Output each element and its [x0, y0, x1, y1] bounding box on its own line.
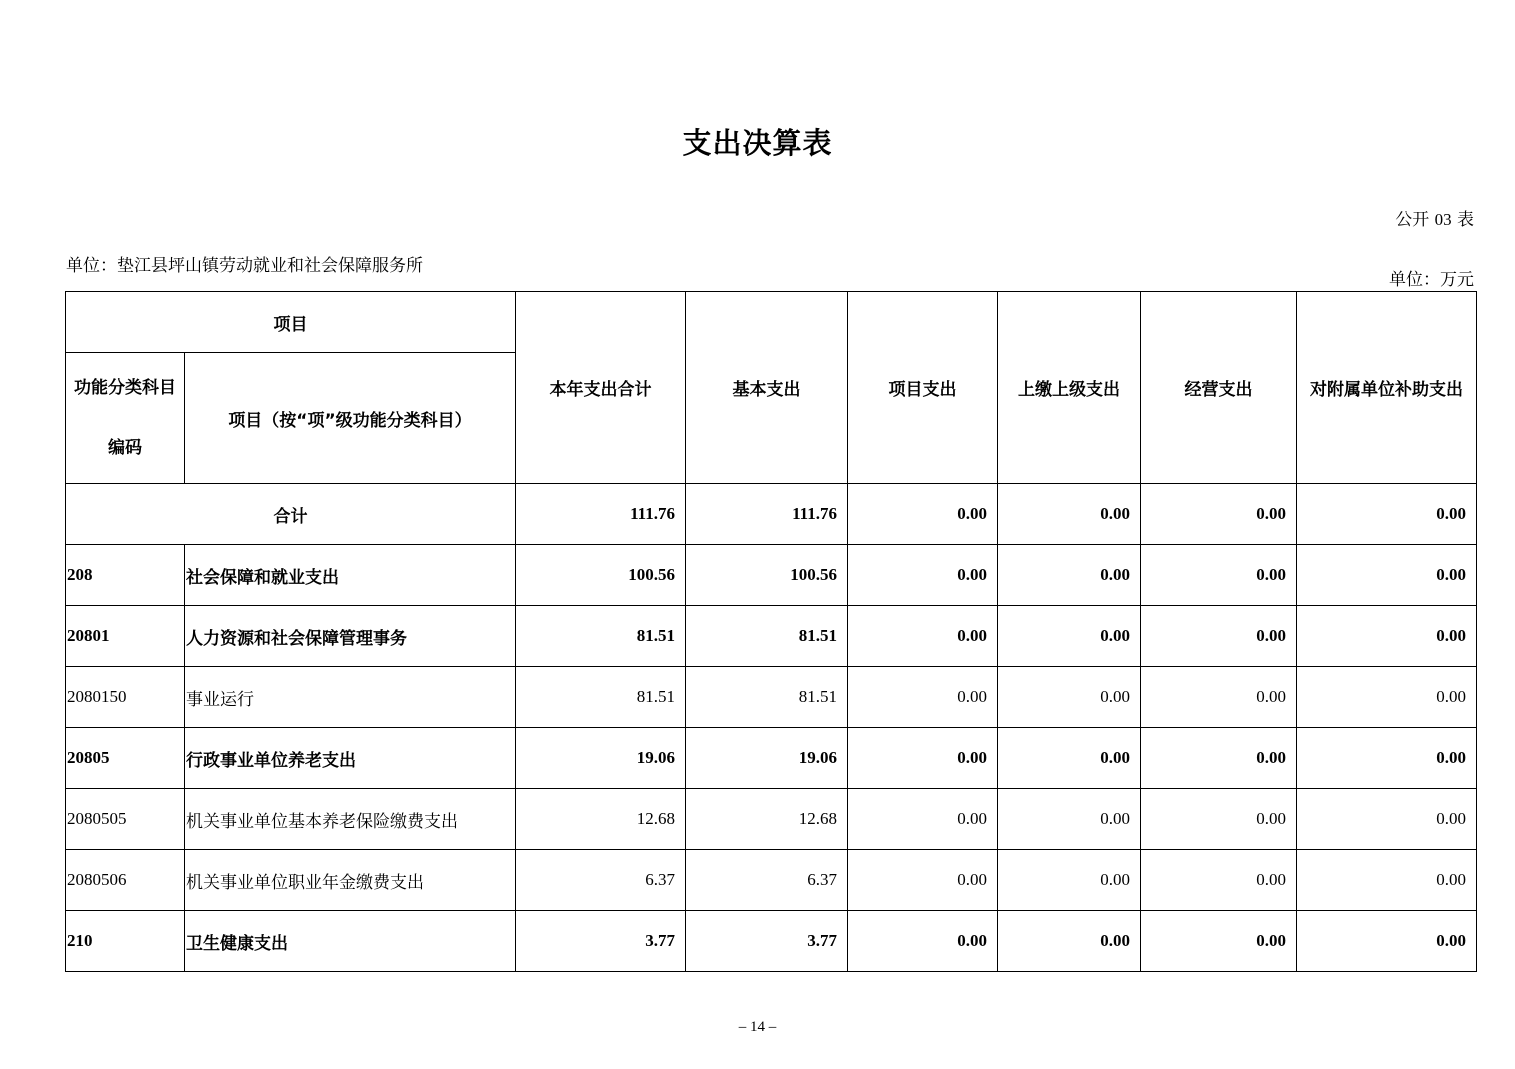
row-value: 0.00: [1141, 911, 1297, 972]
row-value: 0.00: [998, 667, 1141, 728]
row-value: 0.00: [1297, 850, 1477, 911]
row-value: 0.00: [998, 545, 1141, 606]
row-value: 81.51: [516, 667, 686, 728]
row-name: 社会保障和就业支出: [185, 545, 516, 606]
row-value: 0.00: [1141, 667, 1297, 728]
row-name: 行政事业单位养老支出: [185, 728, 516, 789]
header-subsidy: 对附属单位补助支出: [1297, 292, 1477, 484]
total-value: 0.00: [1297, 484, 1477, 545]
row-value: 0.00: [1297, 545, 1477, 606]
row-value: 0.00: [848, 728, 998, 789]
row-value: 100.56: [516, 545, 686, 606]
table-row: [66, 667, 1477, 728]
total-value: 0.00: [848, 484, 998, 545]
total-label: 合计: [66, 484, 516, 545]
header-business: 经营支出: [1141, 292, 1297, 484]
row-value: 0.00: [1141, 606, 1297, 667]
row-value: 0.00: [848, 789, 998, 850]
row-code: 210: [66, 911, 185, 972]
row-code: 208: [66, 545, 185, 606]
row-code: 2080506: [66, 850, 185, 911]
organization-unit: 单位：垫江县坪山镇劳动就业和社会保障服务所: [66, 256, 423, 276]
row-value: 6.37: [516, 850, 686, 911]
header-code-spacer: [66, 403, 184, 433]
header-item-group: 项目: [66, 292, 516, 353]
row-value: 0.00: [1141, 545, 1297, 606]
row-value: 0.00: [998, 850, 1141, 911]
page-title: 支出决算表: [682, 126, 833, 160]
header-upper: 上缴上级支出: [998, 292, 1141, 484]
header-project: 项目支出: [848, 292, 998, 484]
row-value: 0.00: [998, 606, 1141, 667]
row-name: 机关事业单位职业年金缴费支出: [185, 850, 516, 911]
row-value: 0.00: [998, 911, 1141, 972]
currency-unit: 单位：万元: [1389, 270, 1474, 290]
form-number-value: 03: [1434, 210, 1452, 229]
row-value: 81.51: [686, 667, 848, 728]
row-value: 0.00: [1297, 667, 1477, 728]
header-basic: 基本支出: [686, 292, 848, 484]
header-code-line1: 功能分类科目: [74, 378, 176, 398]
total-value: 111.76: [516, 484, 686, 545]
table-row: [66, 911, 1477, 972]
row-value: 0.00: [848, 606, 998, 667]
row-value: 0.00: [848, 850, 998, 911]
table-row: [66, 728, 1477, 789]
row-value: 0.00: [1141, 789, 1297, 850]
row-code: 20801: [66, 606, 185, 667]
header-code-line2: 编码: [108, 438, 142, 458]
expenditure-table: [65, 291, 1477, 972]
total-row: [66, 484, 1477, 545]
row-name: 人力资源和社会保障管理事务: [185, 606, 516, 667]
total-value: 0.00: [1141, 484, 1297, 545]
total-value: 0.00: [998, 484, 1141, 545]
row-value: 0.00: [998, 789, 1141, 850]
row-value: 81.51: [516, 606, 686, 667]
form-number: [1395, 205, 1474, 230]
row-value: 19.06: [686, 728, 848, 789]
row-value: 0.00: [998, 728, 1141, 789]
row-value: 0.00: [1297, 911, 1477, 972]
row-value: 3.77: [686, 911, 848, 972]
row-code: 2080505: [66, 789, 185, 850]
row-value: 0.00: [848, 545, 998, 606]
header-item-name: 项目（按“项”级功能分类科目）: [185, 353, 516, 484]
table-row: [66, 545, 1477, 606]
table-row: [66, 789, 1477, 850]
row-code: 20805: [66, 728, 185, 789]
table-row: [66, 850, 1477, 911]
row-value: 12.68: [686, 789, 848, 850]
row-value: 0.00: [1297, 606, 1477, 667]
row-value: 19.06: [516, 728, 686, 789]
table-row: [66, 606, 1477, 667]
row-value: 81.51: [686, 606, 848, 667]
row-value: 0.00: [1297, 728, 1477, 789]
row-name: 机关事业单位基本养老保险缴费支出: [185, 789, 516, 850]
row-value: 12.68: [516, 789, 686, 850]
page-number: – 14 –: [738, 1019, 777, 1035]
total-value: 111.76: [686, 484, 848, 545]
form-number-prefix: 公开: [1395, 210, 1435, 230]
row-code: 2080150: [66, 667, 185, 728]
row-value: 0.00: [848, 667, 998, 728]
header-total: 本年支出合计: [516, 292, 686, 484]
header-code: [66, 353, 185, 484]
form-number-suffix: 表: [1451, 210, 1474, 230]
row-name: 事业运行: [185, 667, 516, 728]
row-value: 3.77: [516, 911, 686, 972]
row-name: 卫生健康支出: [185, 911, 516, 972]
row-value: 0.00: [1141, 850, 1297, 911]
row-value: 0.00: [1297, 789, 1477, 850]
row-value: 0.00: [848, 911, 998, 972]
row-value: 6.37: [686, 850, 848, 911]
row-value: 100.56: [686, 545, 848, 606]
row-value: 0.00: [1141, 728, 1297, 789]
